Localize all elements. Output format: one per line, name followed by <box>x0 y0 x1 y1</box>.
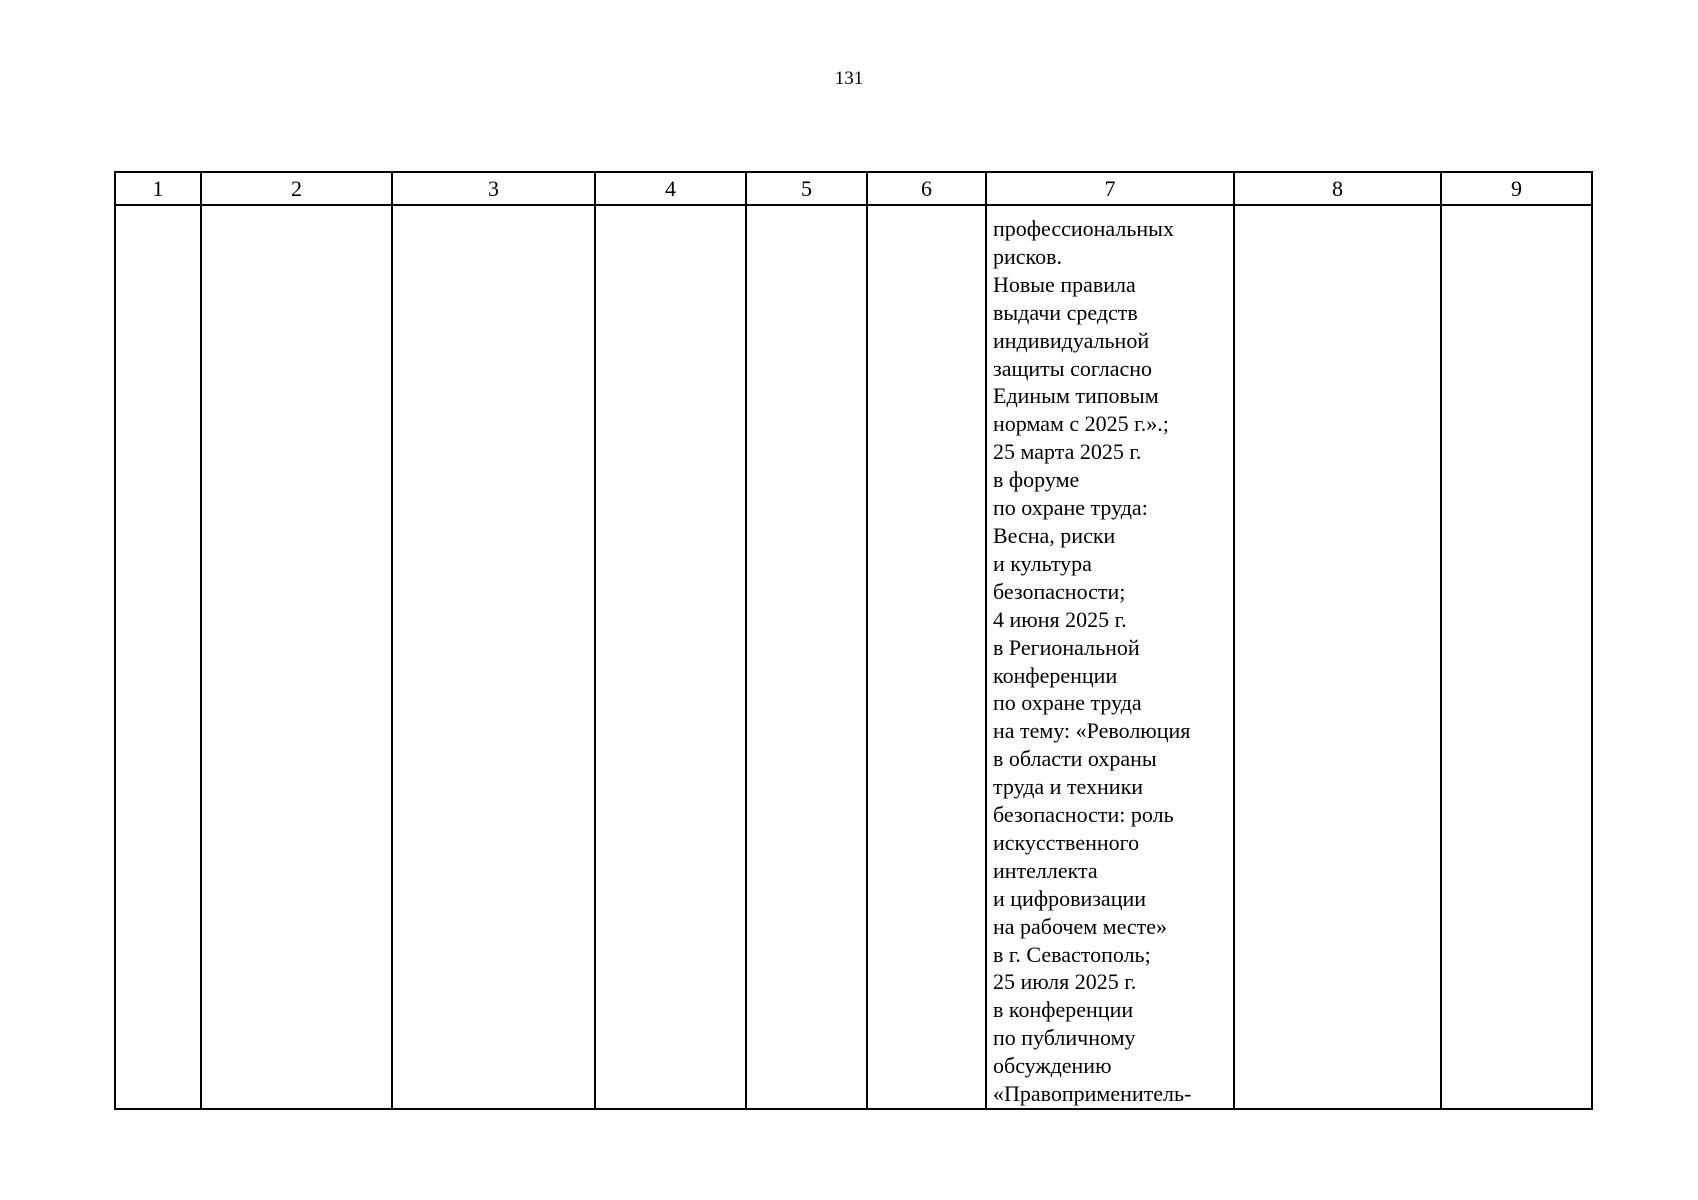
cell-col-9 <box>1441 205 1592 1109</box>
text-line: по охране труда: <box>993 495 1148 521</box>
text-line: в конференции <box>993 997 1134 1023</box>
text-line: искусственного <box>993 829 1140 855</box>
text-line: 25 марта 2025 г. <box>993 439 1142 465</box>
text-line: и культура <box>993 550 1092 576</box>
text-line: обсуждению <box>993 1053 1112 1079</box>
text-line: «Правоприменитель- <box>993 1081 1192 1107</box>
cell-col-3 <box>392 205 595 1109</box>
cell-col-1 <box>115 205 201 1109</box>
text-line: в форуме <box>993 467 1080 493</box>
text-line: индивидуальной <box>993 327 1150 353</box>
column-number-7: 7 <box>986 172 1234 205</box>
text-line: защиты согласно <box>993 355 1153 381</box>
text-line: профессиональных <box>993 216 1174 241</box>
column-number-2: 2 <box>201 172 392 205</box>
document-table <box>114 171 1593 1110</box>
cell-col-7-text <box>987 206 1233 1108</box>
text-line: в Региональной <box>993 634 1140 660</box>
cell-col-4 <box>595 205 746 1109</box>
text-line: выдачи средств <box>993 299 1138 325</box>
column-number-3: 3 <box>392 172 595 205</box>
text-line: Единым типовым <box>993 383 1159 409</box>
column-number-8: 8 <box>1234 172 1441 205</box>
text-line: труда и техники <box>993 774 1144 800</box>
cell-col-7 <box>986 205 1234 1109</box>
text-line: 4 июня 2025 г. <box>993 606 1127 632</box>
text-line: рисков. <box>993 243 1062 269</box>
cell-col-6 <box>867 205 986 1109</box>
text-line: по охране труда <box>993 690 1142 716</box>
column-number-5: 5 <box>746 172 867 205</box>
text-line: на рабочем месте» <box>993 913 1168 939</box>
text-line: в области охраны <box>993 746 1157 772</box>
text-line: безопасности; <box>993 578 1126 604</box>
column-number-9: 9 <box>1441 172 1592 205</box>
text-line: на тему: «Революция <box>993 718 1191 744</box>
cell-col-2 <box>201 205 392 1109</box>
page-number: 131 <box>834 68 864 89</box>
text-line: Весна, риски <box>993 522 1116 548</box>
column-number-row <box>115 172 1592 205</box>
text-line: в г. Севастополь; <box>993 941 1151 967</box>
text-line: безопасности: роль <box>993 802 1174 828</box>
column-number-4: 4 <box>595 172 746 205</box>
text-line: Новые правила <box>993 271 1136 297</box>
text-line: по публичному <box>993 1025 1136 1051</box>
column-number-1: 1 <box>115 172 201 205</box>
text-line: 25 июля 2025 г. <box>993 969 1137 995</box>
table-row <box>115 205 1592 1109</box>
text-line: конференции <box>993 662 1118 688</box>
column-number-6: 6 <box>867 172 986 205</box>
cell-col-8 <box>1234 205 1441 1109</box>
cell-col-5 <box>746 205 867 1109</box>
text-line: и цифровизации <box>993 885 1147 911</box>
text-line: нормам с 2025 г.».; <box>993 411 1169 437</box>
text-line: интеллекта <box>993 857 1098 883</box>
